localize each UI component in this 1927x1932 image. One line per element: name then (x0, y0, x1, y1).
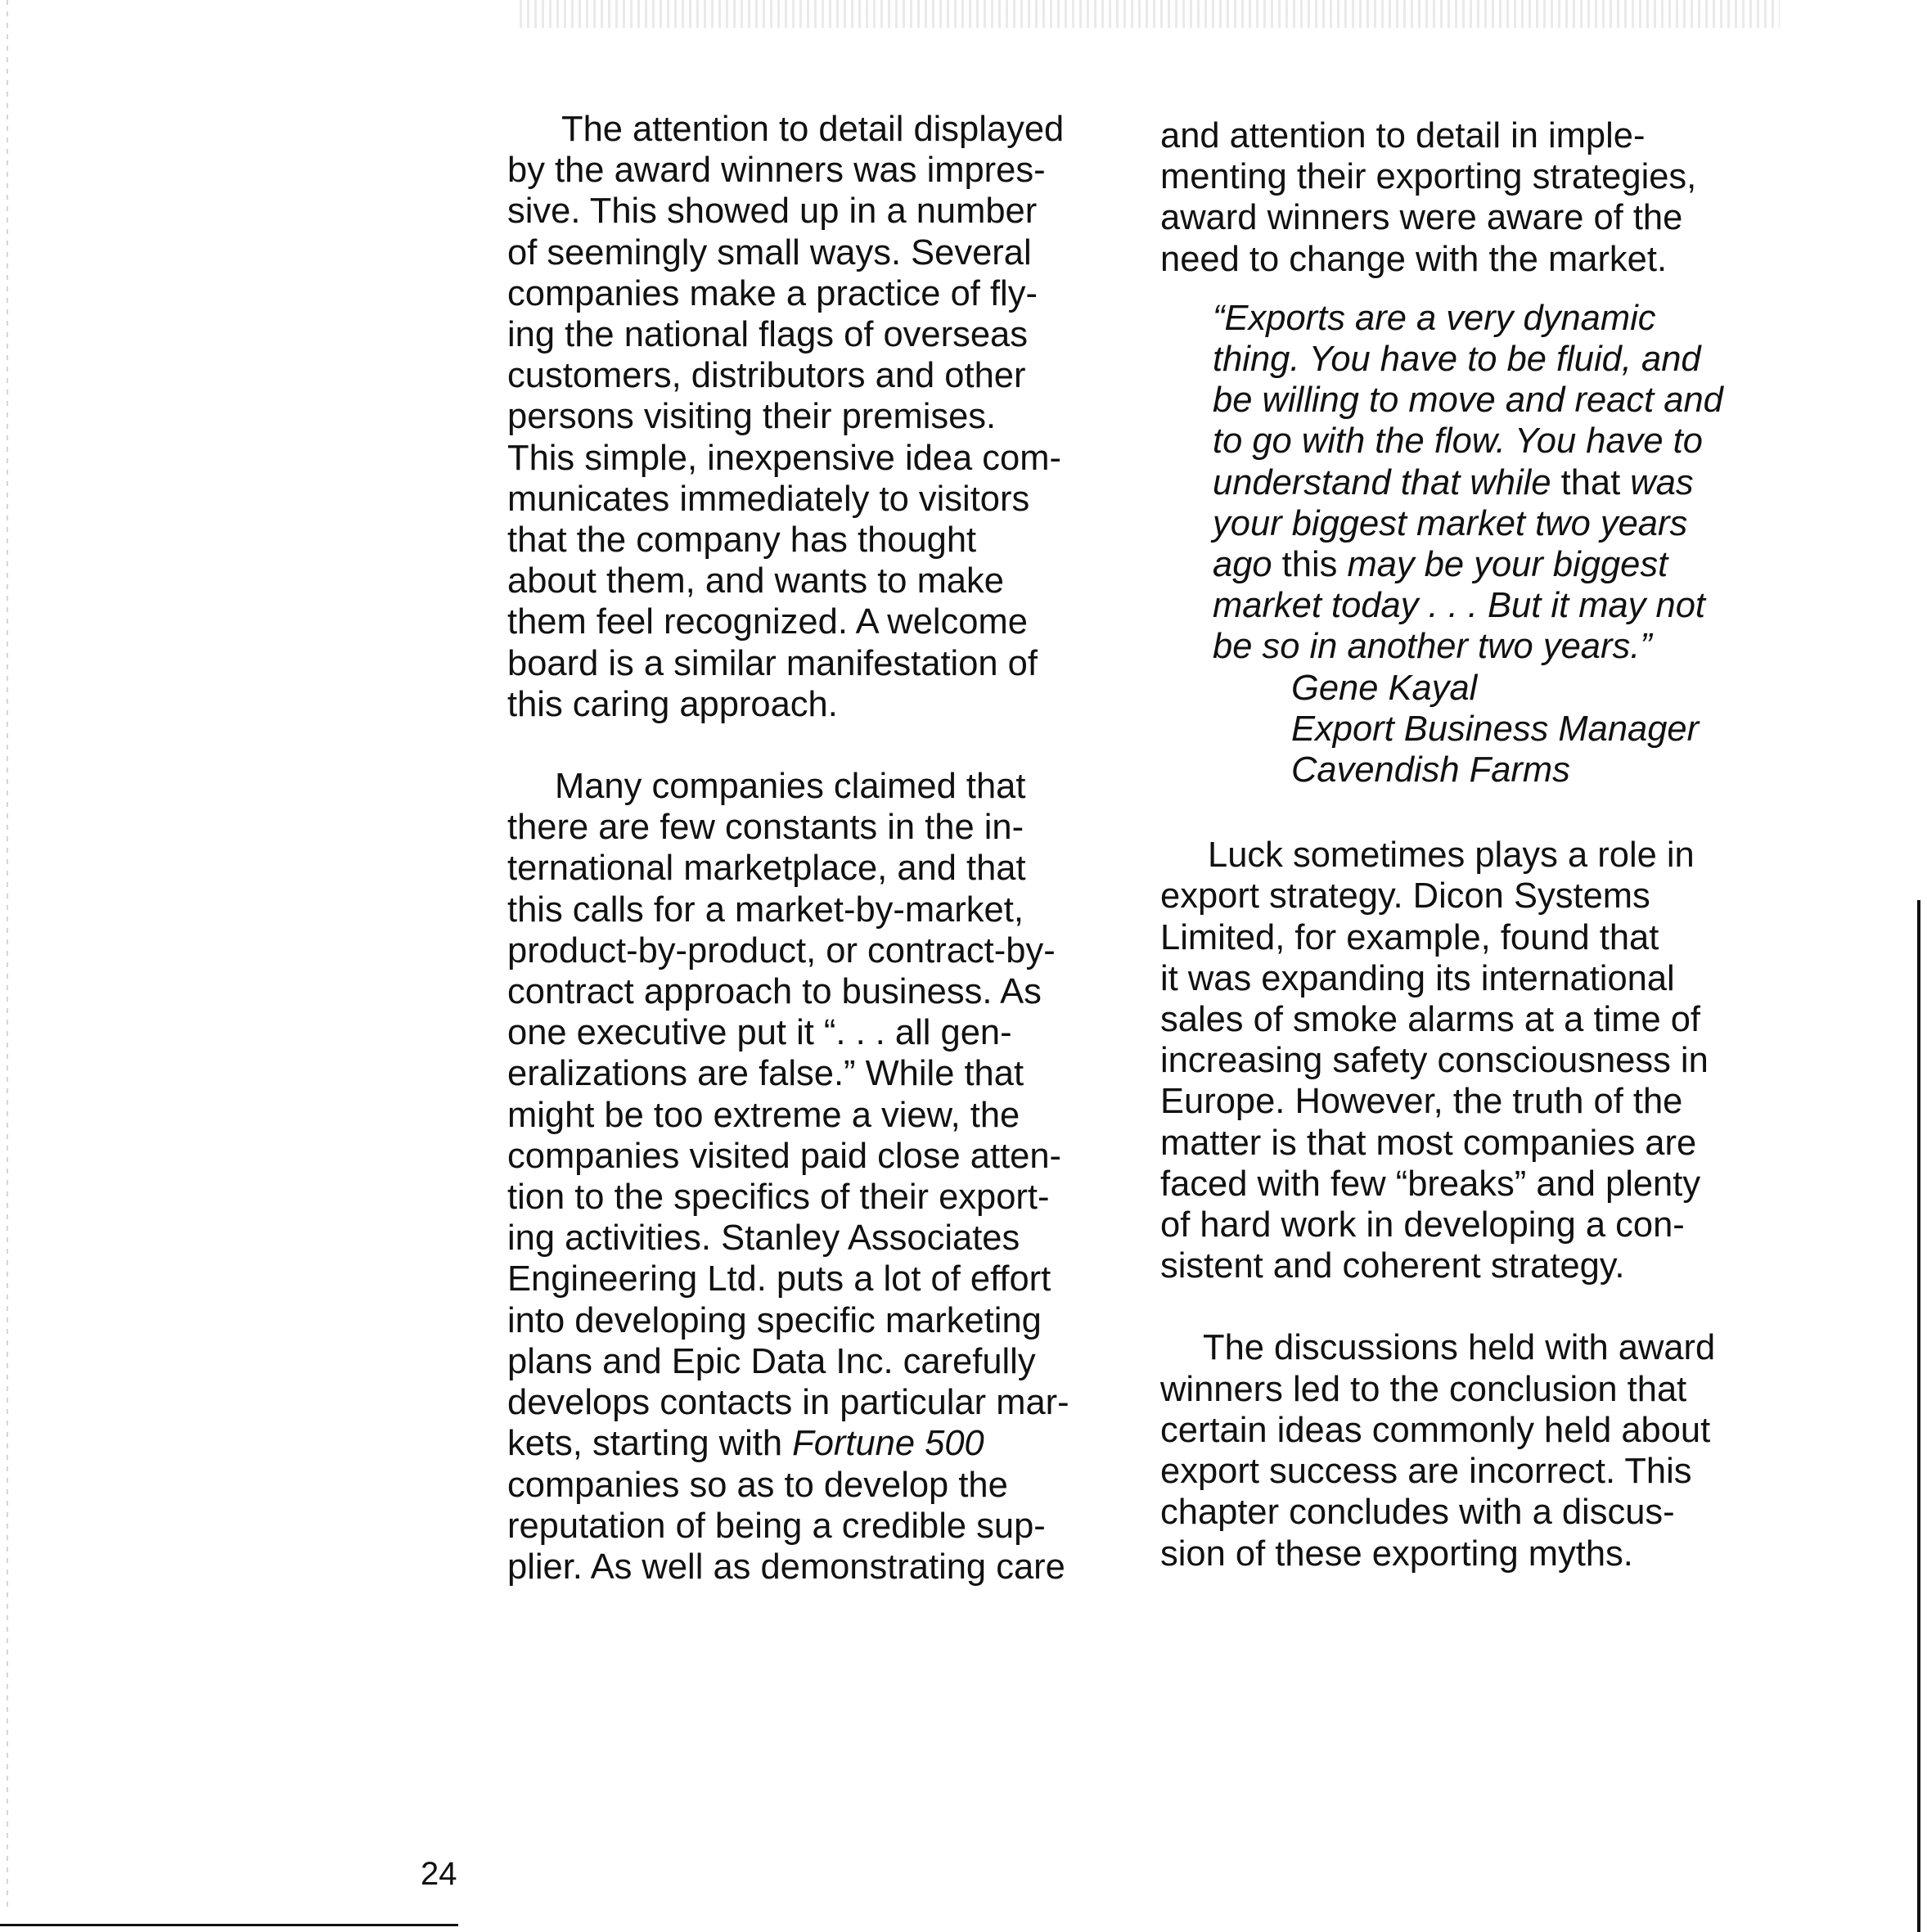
text-line: this calls for a market-by-market, (507, 889, 1024, 930)
text-line: this caring approach. (507, 684, 838, 724)
paragraph-few-constants (507, 766, 1129, 1587)
quote-run: was (1620, 462, 1694, 502)
text-line (507, 1423, 1129, 1464)
text-line: menting their exporting strategies, (1160, 157, 1697, 197)
page-number: 24 (421, 1856, 457, 1892)
text-line: faced with few “breaks” and plenty (1160, 1164, 1701, 1204)
quote-line: be so in another two years.” (1213, 627, 1652, 667)
text-line: and attention to detail in imple- (1160, 116, 1646, 155)
right-column (1160, 115, 1782, 1574)
left-column (507, 109, 1129, 1587)
quote-line (1213, 544, 1782, 585)
text-line: municates immediately to visitors (507, 479, 1030, 519)
quote-line: market today . . . But it may not (1213, 586, 1705, 626)
text-line: sion of these exporting myths. (1160, 1533, 1633, 1574)
text-line: customers, distributors and other (507, 356, 1026, 396)
text-line: chapter concludes with a discus- (1160, 1493, 1675, 1533)
scan-edge-right (1917, 900, 1920, 1932)
text-line: winners led to the conclusion that (1160, 1369, 1687, 1409)
text-line: board is a similar manifestation of (507, 643, 1038, 683)
paragraph-discussions (1160, 1327, 1782, 1574)
quote-attribution-name: Gene Kayal (1291, 668, 1478, 708)
text-line: of hard work in developing a con- (1160, 1205, 1685, 1245)
text-line: matter is that most companies are (1160, 1123, 1697, 1163)
text-line: companies visited paid close atten- (507, 1136, 1062, 1176)
text-line: persons visiting their premises. (507, 397, 997, 437)
text-line: companies make a practice of fly- (507, 273, 1038, 313)
text-line: sive. This showed up in a number (507, 191, 1038, 232)
text-line: into developing specific marketing (507, 1300, 1042, 1340)
text-line: Many companies claimed that (555, 767, 1026, 807)
text-line: The discussions held with award (1203, 1328, 1716, 1368)
text-line: Luck sometimes plays a role in (1208, 835, 1695, 876)
paragraph-continued-attention (1160, 115, 1782, 280)
quote-line: thing. You have to be fluid, and (1213, 340, 1701, 380)
text-line: one executive put it “. . . all gen- (507, 1013, 1012, 1053)
quote-run: ago (1213, 545, 1282, 585)
text-line: that the company has thought (507, 520, 977, 561)
text-line: there are few constants in the in- (507, 808, 1024, 848)
text-line: eralizations are false.” While that (507, 1054, 1024, 1094)
text-line: develops contacts in particular mar- (507, 1383, 1069, 1423)
quote-line: “Exports are a very dynamic (1213, 298, 1656, 338)
text-line: it was expanding its international (1160, 958, 1675, 998)
text-line: ing activities. Stanley Associates (507, 1218, 1020, 1259)
text-line: might be too extreme a view, the (507, 1095, 1020, 1135)
quote-emphasis-upright: that (1560, 462, 1621, 502)
text-line: certain ideas commonly held about (1160, 1410, 1711, 1450)
text-line: reputation of being a credible sup- (507, 1506, 1046, 1546)
text-line: companies so as to develop the (507, 1465, 1008, 1505)
text-line: ternational marketplace, and that (507, 849, 1026, 889)
quote-line: be willing to move and react and (1213, 381, 1723, 421)
text-line: The attention to detail displayed (561, 110, 1065, 149)
text-line: them feel recognized. A welcome (507, 602, 1028, 642)
text-line: by the award winners was impres- (507, 151, 1046, 191)
pull-quote (1213, 298, 1782, 790)
scan-noise-top (520, 0, 1780, 28)
text-line: product-by-product, or contract-by- (507, 930, 1056, 971)
text-line: Limited, for example, found that (1160, 917, 1659, 957)
text-line: export success are incorrect. This (1160, 1452, 1692, 1492)
text-line: sistent and coherent strategy. (1160, 1246, 1625, 1286)
text-line: need to change with the market. (1160, 239, 1668, 279)
italic-title-fortune-500: Fortune 500 (792, 1424, 984, 1464)
scan-edge-bottom (0, 1924, 458, 1926)
text-line: of seemingly small ways. Several (507, 232, 1032, 272)
text-line: Engineering Ltd. puts a lot of effort (507, 1259, 1051, 1299)
text-run: kets, starting with (507, 1424, 793, 1464)
text-line: This simple, inexpensive idea com- (507, 438, 1061, 478)
text-line: plier. As well as demonstrating care (507, 1547, 1065, 1587)
quote-attribution-title: Export Business Manager (1291, 709, 1700, 749)
text-line: increasing safety consciousness in (1160, 1041, 1709, 1081)
text-line: Europe. However, the truth of the (1160, 1082, 1683, 1122)
text-line: about them, and wants to make (507, 561, 1004, 601)
quote-run: may be your biggest (1337, 545, 1668, 585)
text-line: ing the national flags of overseas (507, 315, 1028, 355)
paragraph-luck (1160, 835, 1782, 1286)
text-line: tion to the specifics of their export- (507, 1178, 1050, 1218)
text-line: plans and Epic Data Inc. carefully (507, 1341, 1036, 1381)
quote-attribution-company: Cavendish Farms (1291, 750, 1570, 790)
quote-line: your biggest market two years (1213, 503, 1688, 543)
text-line: export strategy. Dicon Systems (1160, 876, 1650, 916)
quote-line (1213, 462, 1782, 503)
text-line: contract approach to business. As (507, 972, 1042, 1012)
quote-line: to go with the flow. You have to (1213, 421, 1703, 462)
scan-edge-left (7, 0, 8, 1907)
quote-emphasis-upright: this (1281, 545, 1338, 585)
paragraph-attention-to-detail (507, 109, 1129, 725)
text-line: sales of smoke alarms at a time of (1160, 1000, 1700, 1040)
quote-run: understand that while (1213, 462, 1561, 502)
text-line: award winners were aware of the (1160, 198, 1683, 238)
